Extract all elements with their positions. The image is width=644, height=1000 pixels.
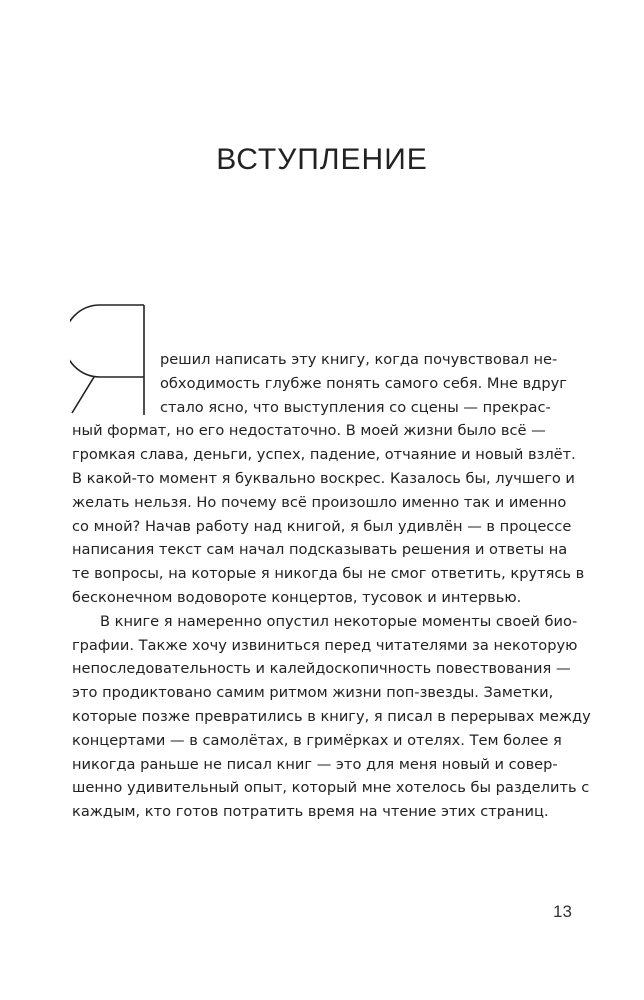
text-line: ный формат, но его недостаточно. В моей жизни было всё — — [72, 422, 546, 440]
text-line: написания текст сам начал подсказывать решения и ответы на — [72, 541, 568, 559]
text-line: непоследовательность и калейдоскопичность повествования — — [72, 660, 571, 678]
text-line: обходимость глубже понять самого себя. Мне вдруг — [160, 374, 567, 392]
text-line: В какой-то момент я буквально воскрес. Казалось бы, лучшего и — [72, 470, 575, 487]
text-line: со мной? Начав работу над книгой, я был удивлён — в процессе — [72, 517, 572, 535]
text-line: В книге я намеренно опустил некоторые моменты своей био- — [100, 612, 578, 630]
text-line: графии. Также хочу извиниться перед читателями за некоторую — [72, 636, 578, 654]
text-line: желать нельзя. Но почему всё произошло именно так и именно — [72, 493, 567, 511]
text-line: концертами — в самолётах, в гримёрках и отелях. Тем более я — [72, 731, 562, 749]
text-line: громкая слава, деньги, успех, падение, отчаяние и новый взлёт. — [72, 446, 576, 464]
page-number: 13 — [553, 902, 572, 921]
text-line: это продиктовано самим ритмом жизни поп-звезды. Заметки, — [72, 684, 554, 702]
text-line: стало ясно, что выступления со сцены — прекрас- — [160, 398, 551, 416]
text-line: те вопросы, на которые я никогда бы не смог ответить, крутясь в — [72, 565, 585, 583]
text-line: которые позже превратились в книгу, я писал в перерывах между — [72, 708, 591, 725]
text-line: решил написать эту книгу, когда почувствовал не- — [160, 351, 558, 368]
text-line: никогда раньше не писал книг — это для меня новый и совер- — [72, 755, 558, 773]
text-line: каждым, кто готов потратить время на чтение этих страниц. — [72, 803, 549, 821]
text-line: шенно удивительный опыт, который мне хотелось бы разделить с — [72, 779, 590, 797]
text-line: бесконечном водовороте концертов, тусовок и интервью. — [72, 589, 522, 606]
drop-cap-ya — [70, 303, 150, 415]
chapter-title: ВСТУПЛЕНИЕ — [216, 143, 428, 176]
